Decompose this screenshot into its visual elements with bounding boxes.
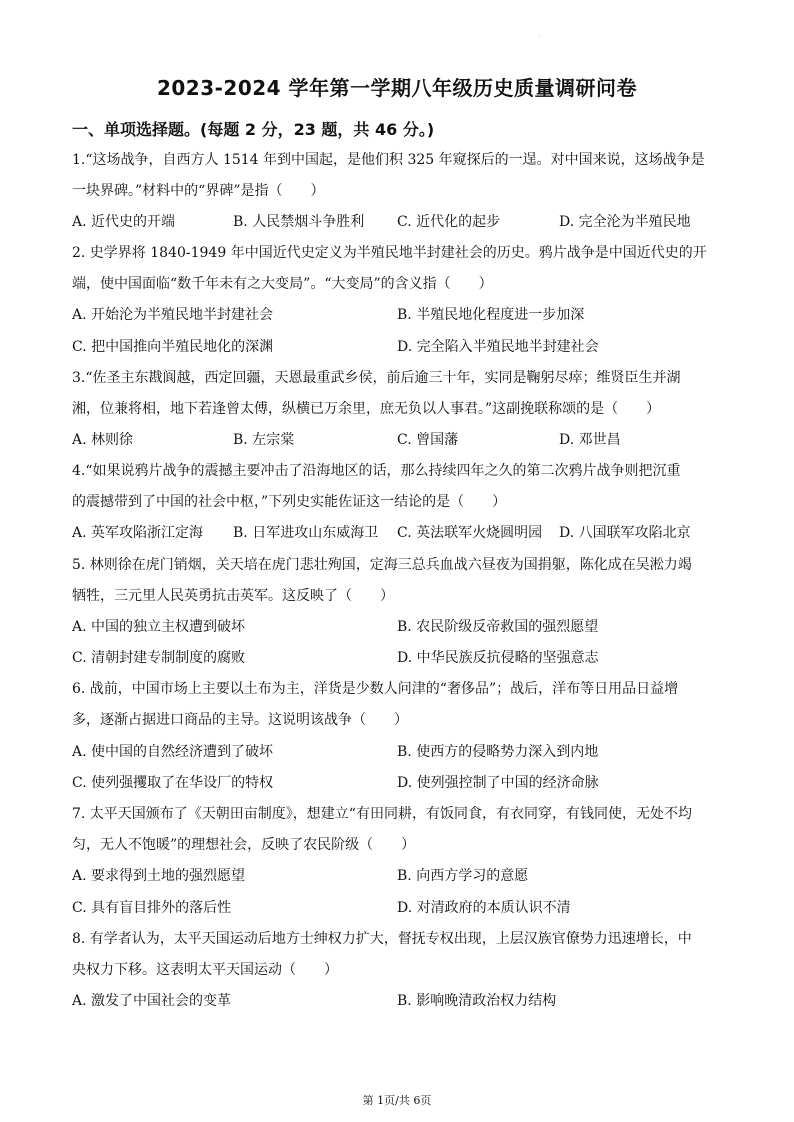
question-2-option-b: B. 半殖民地化程度进一步加深	[397, 307, 585, 323]
question-7-line-2: 匀，无人不饱暖”的理想社会，反映了农民阶级（ ）	[72, 837, 416, 853]
question-6-line-2: 多，逐渐占据进口商品的主导。这说明该战争（ ）	[72, 712, 408, 728]
question-7-option-a: A. 要求得到土地的强烈愿望	[72, 868, 246, 884]
question-8-option-b: B. 影响晚清政治权力结构	[397, 993, 557, 1009]
question-5-line-1: 5. 林则徐在虎门销烟，关天培在虎门悲壮殉国，定海三总兵血战六昼夜为国捐躯，陈化成在吴淞力竭	[72, 557, 692, 573]
question-1-option-a: A. 近代史的开端	[72, 214, 176, 230]
exam-title: 2023-2024 学年第一学期八年级历史质量调研问卷	[156, 76, 638, 100]
question-5-option-d: D. 中华民族反抗侵略的坚强意志	[397, 650, 599, 666]
question-3-option-d: D. 邓世昌	[559, 432, 621, 448]
question-6-option-b: B. 使西方的侵略势力深入到内地	[397, 744, 599, 760]
page-footer: 第 1页/共 6页	[362, 1094, 432, 1107]
question-2-line-2: 端，使中国面临“数千年未有之大变局”。“大变局”的含义指（ ）	[72, 276, 493, 292]
question-7-option-d: D. 对清政府的本质认识不清	[397, 900, 571, 916]
question-1-line-2: 一块界碑。”材料中的“界碑”是指（ ）	[72, 183, 325, 199]
question-7-option-c: C. 具有盲目排外的落后性	[72, 900, 232, 916]
question-2-option-a: A. 开始沦为半殖民地半封建社会	[72, 307, 274, 323]
question-4-option-a: A. 英军攻陷浙江定海	[72, 525, 204, 541]
question-4-option-c: C. 英法联军火烧圆明园	[397, 525, 543, 541]
question-1-option-b: B. 人民禁烟斗争胜利	[233, 214, 365, 230]
question-1-line-1: 1.“这场战争，自西方人 1514 年到中国起，是他们积 325 年窥探后的一逞。对中国来说，这场战争是	[72, 152, 705, 168]
question-3-line-2: 湘，位兼将相，地下若逢曾太傅，纵横已万余里，庶无负以人事君。”这副挽联称颂的是（ ）	[72, 401, 661, 417]
question-5-option-a: A. 中国的独立主权遭到破坏	[72, 619, 246, 635]
question-8-line-1: 8. 有学者认为，太平天国运动后地方士绅权力扩大，督抚专权出现，上层汉族官僚势力迅速增长，中	[72, 931, 692, 947]
question-3-option-b: B. 左宗棠	[233, 432, 295, 448]
top-mark: ·	[538, 34, 540, 41]
question-2-option-c: C. 把中国推向半殖民地化的深渊	[72, 339, 274, 355]
question-4-line-1: 4.“如果说鸦片战争的震撼主要冲击了沿海地区的话，那么持续四年之久的第二次鸦片战争则把沉重	[72, 463, 681, 479]
question-5-option-b: B. 农民阶级反帝救国的强烈愿望	[397, 619, 599, 635]
question-6-line-1: 6. 战前，中国市场上主要以土布为主，洋货是少数人问津的“奢侈品”；战后，洋布等日用品日益增	[72, 681, 679, 697]
question-5-option-c: C. 清朝封建专制制度的腐败	[72, 650, 246, 666]
question-7-line-1: 7. 太平天国颁布了《天朝田亩制度》，想建立“有田同耕，有饭同食，有衣同穿，有钱同使，无处不均	[72, 806, 692, 822]
question-3-line-1: 3.“佐圣主东戡阆越，西定回疆，天恩最重武乡侯，前后逾三十年，实同是鞠躬尽瘁；维贤臣生并湖	[72, 370, 681, 386]
question-1-option-d: D. 完全沦为半殖民地	[559, 214, 691, 230]
question-4-line-2: 的震撼带到了中国的社会中枢，”下列史实能佐证这一结论的是（ ）	[72, 494, 507, 510]
question-3-option-a: A. 林则徐	[72, 432, 134, 448]
question-6-option-d: D. 使列强控制了中国的经济命脉	[397, 775, 599, 791]
question-4-option-b: B. 日军进攻山东威海卫	[233, 525, 379, 541]
section-heading: 一、单项选择题。(每题 2 分，23 题，共 46 分。)	[72, 120, 435, 139]
question-3-option-c: C. 曾国藩	[397, 432, 459, 448]
question-8-option-a: A. 激发了中国社会的变革	[72, 993, 232, 1009]
question-2-line-1: 2. 史学界将 1840-1949 年中国近代史定义为半殖民地半封建社会的历史。鸦片战争是中国近代史的开	[72, 245, 707, 261]
question-8-line-2: 央权力下移。这表明太平天国运动（ ）	[72, 962, 338, 978]
question-4-option-d: D. 八国联军攻陷北京	[559, 525, 691, 541]
question-6-option-a: A. 使中国的自然经济遭到了破坏	[72, 744, 274, 760]
question-1-option-c: C. 近代化的起步	[397, 214, 501, 230]
question-6-option-c: C. 使列强攫取了在华设厂的特权	[72, 775, 274, 791]
question-7-option-b: B. 向西方学习的意愿	[397, 868, 529, 884]
question-5-line-2: 牺牲，三元里人民英勇抗击英军。这反映了（ ）	[72, 588, 394, 604]
question-2-option-d: D. 完全陷入半殖民地半封建社会	[397, 339, 599, 355]
